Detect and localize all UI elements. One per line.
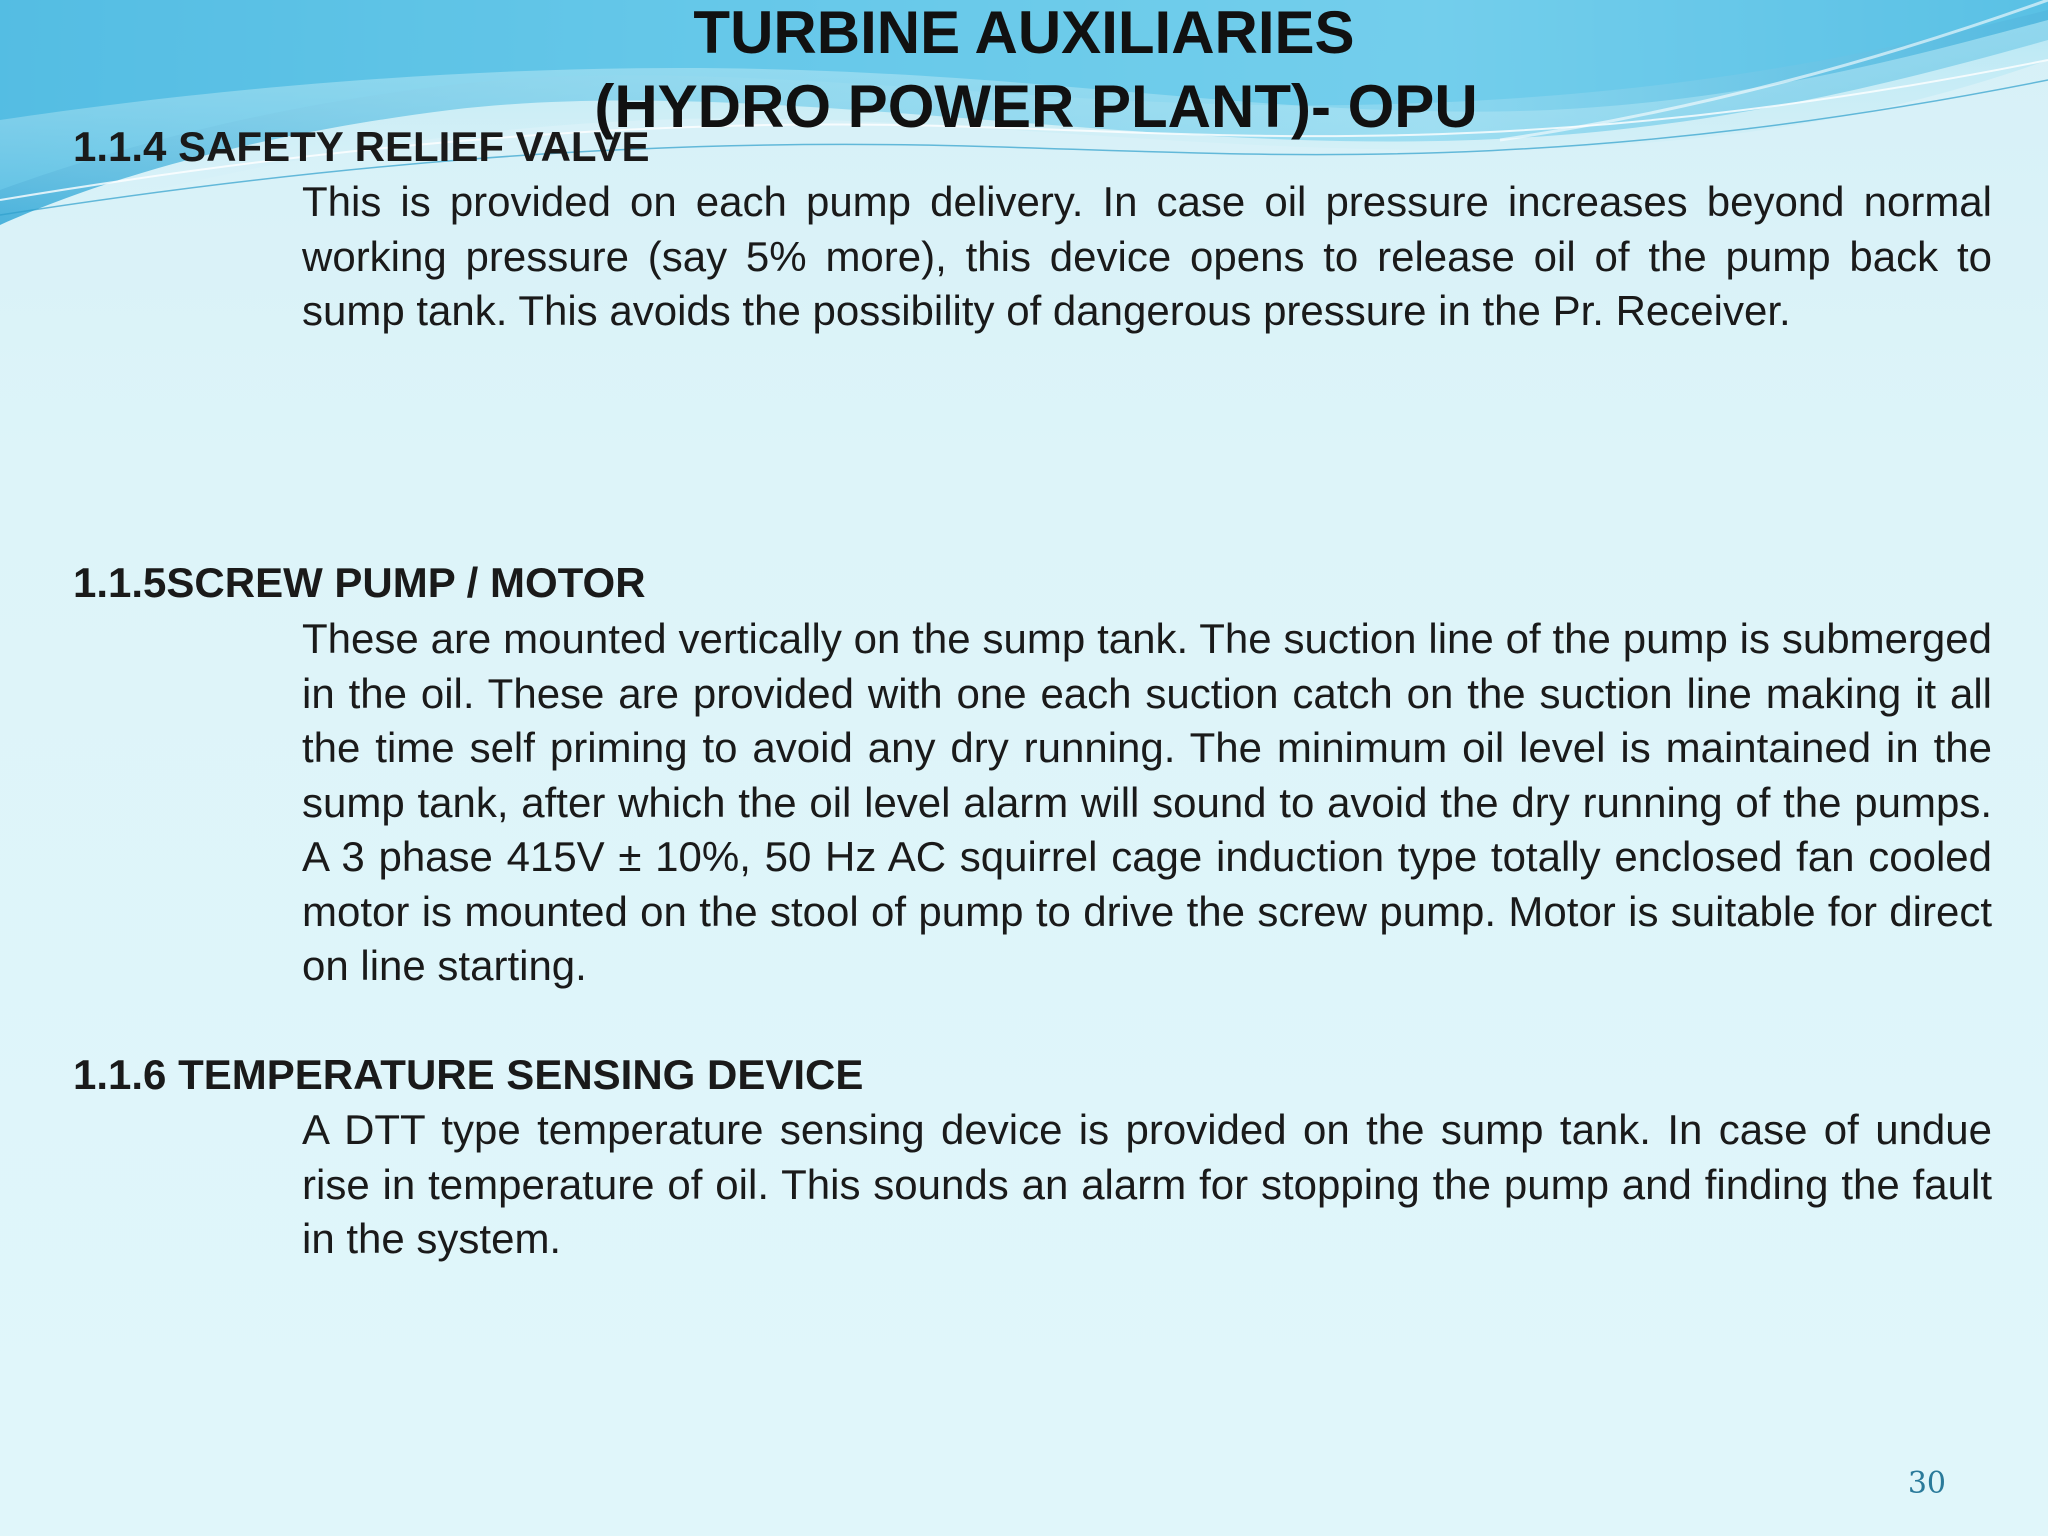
title-line-2: (HYDRO POWER PLANT)- OPU [594,73,1478,140]
section-heading-screw-pump-motor: 1.1.5SCREW PUMP / MOTOR [73,559,646,606]
section-body-safety-relief-valve: This is provided on each pump delivery. In case oil pressure increases beyond normal working pressure (say 5% more), this device opens to release oil of the pump back to sump tank. This avoids the possibility of dangerous pressure in the Pr. Receiver. [302,178,1992,334]
page-number: 30 [1907,1466,1946,1501]
section-body-temperature-sensing-device: A DTT type temperature sensing device is provided on the sump tank. In case of undue rise in temperature of oil. This sounds an alarm for stopping the pump and finding the fault in the system. [302,1106,1992,1262]
section-heading-temperature-sensing-device: 1.1.6 TEMPERATURE SENSING DEVICE [73,1051,864,1098]
section-heading-safety-relief-valve: 1.1.4 SAFETY RELIEF VALVE [73,123,650,170]
title-line-1: TURBINE AUXILIARIES [693,0,1355,66]
section-body-screw-pump-motor: These are mounted vertically on the sump tank. The suction line of the pump is submerged in the oil. These are provided with one each suction catch on the suction line making it all the time self priming to avoid any dry running. The minimum oil level is maintained in the sump tank, after which the oil level alarm will sound to avoid the dry running of the pumps. A 3 phase 415V ± 10%, 50 Hz AC squirrel cage induction type totally enclosed fan cooled motor is mounted on the stool of pump to drive the screw pump. Motor is suitable for direct on line starting. [302,615,1992,989]
